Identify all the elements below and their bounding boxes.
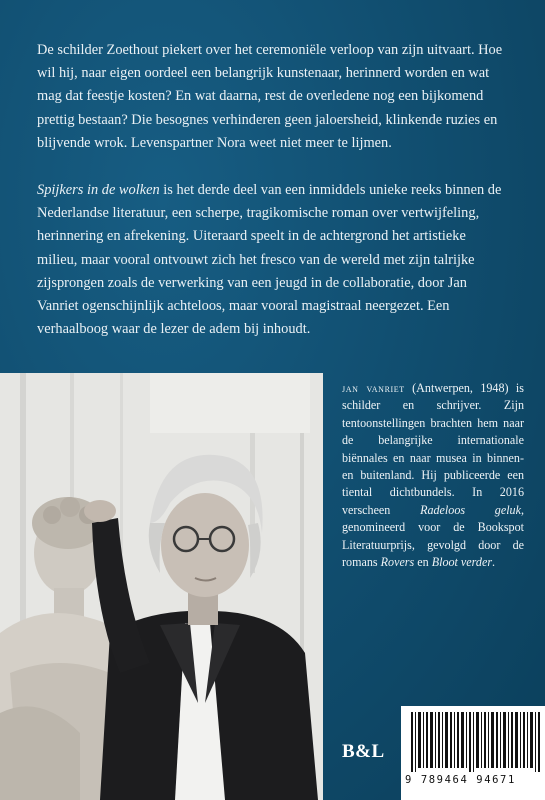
blurb-text: [37, 39, 509, 341]
blurb-paragraph-2-body: is het derde deel van een inmiddels unieke reeks binnen de Nederlandse literatuur, een scherpe, tragikomische roman over vertwijfeling, herinnering en afrekening. Uiteraard speelt in de achtergrond het artistieke milieu, maar vooral ontvouwt zich het fresco van de wereld met zijn talrijke zijsprongen zoals de verwerking van een jeugd in de collaboratie, door Jan Vanriet ogenschijnlijk achteloos, maar vooral magistraal neergezet. Een verhaalboog waar de lezer de adem bij inhoudt.: [37, 182, 502, 338]
author-photo-illustration: [0, 373, 323, 800]
isbn-digits: 9 789464 94671: [405, 774, 516, 786]
publisher-logo: B&L: [342, 741, 385, 762]
bio-book-title-1: Radeloos geluk: [420, 502, 521, 517]
blurb-paragraph-1: De schilder Zoethout piekert over het ceremoniële verloop van zijn uitvaart. Hoe wil hij, naar eigen oordeel een belangrijk kunstenaar, herinnerd worden en wat mag dat feestje kosten? En wat daarna, rest de overledene nog een bijkomend prettig bestaan? Die besognes verhinderen geen jaloersheid, klinkende ruzies en blijvende wrok. Levenspartner Nora weet niet meer te lijmen.: [37, 42, 503, 151]
author-photo: [0, 373, 323, 800]
isbn-barcode: [401, 706, 545, 800]
bio-book-title-3: Bloot verder: [431, 555, 493, 570]
barcode-bars: [411, 712, 545, 772]
bio-text-4: .: [492, 555, 496, 570]
book-title: Spijkers in de wolken: [37, 182, 160, 199]
blurb-paragraph-2: [37, 179, 509, 341]
author-name: jan vanriet: [342, 381, 405, 395]
bio-book-title-2: Rovers: [380, 555, 415, 570]
bio-text-1: (Antwerpen, 1948) is schilder en schrijver. Zijn tentoonstellingen brachten hem naar de belangrijke internationale biënnales en naar musea in binnen- en buitenland. Hij publiceerde een tiental dichtbundels. In 2016 verscheen: [342, 381, 524, 517]
bio-text-3: en: [414, 555, 432, 570]
bio-text-2: , genomineerd voor de Bookspot Literatuurprijs, gevolgd door de romans: [342, 502, 524, 570]
author-bio: [342, 380, 524, 571]
